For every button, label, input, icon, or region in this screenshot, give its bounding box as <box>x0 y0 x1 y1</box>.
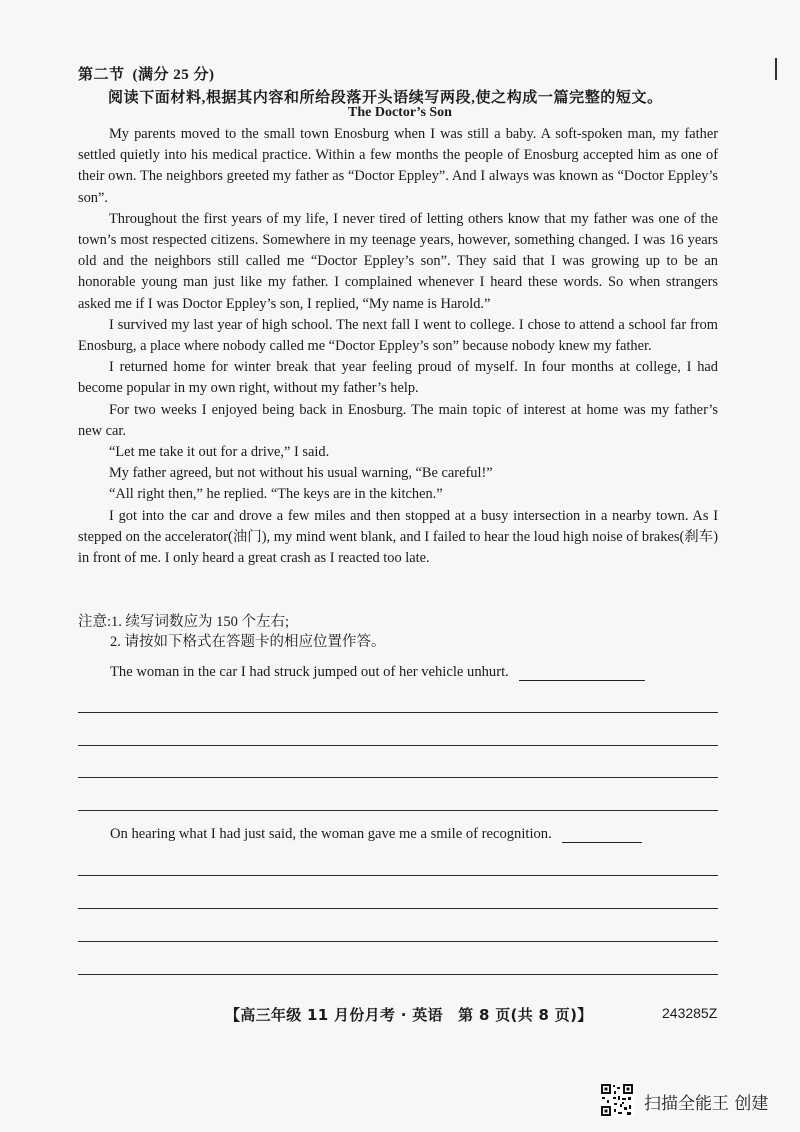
note-word-count: 注意:1. 续写词数应为 150 个左右; <box>78 614 290 630</box>
starter-text: The woman in the car I had struck jumped out of her vehicle unhurt. <box>110 664 509 680</box>
passage-paragraph: Throughout the first years of my life, I never tired of letting others know that my father was one of the town’s most respected citizens. Somewhere in my teenage years, however, something changed. I was 16 years old and the neighbors still called me “Doctor Eppley’s son”. They said that I was growing up to be an honorable young man just like my father. I complained whenever I heard these words. So when strangers asked me if I was Doctor Eppley’s son, I replied, “My name is Harold.” <box>78 210 718 312</box>
margin-mark <box>775 58 777 80</box>
section-heading <box>78 63 215 84</box>
passage-paragraph: I survived my last year of high school. The next fall I went to college. I chose to attend a school far from Enosburg, a place where nobody called me “Doctor Eppley’s son” because nobody knew my father. <box>78 316 718 355</box>
passage-title: The Doctor’s Son <box>348 105 452 120</box>
answer-line <box>78 974 718 975</box>
page-footer: 【高三年级 11 月份月考 · 英语 第 8 页(共 8 页)】 <box>225 1006 593 1024</box>
passage-paragraph: I got into the car and drove a few miles and then stopped at a busy intersection in a nearby town. As I stepped on the accelerator(油门), my mind went blank, and I failed to hear the loud high noise of brakes(刹车) in front of me. I only heard a great crash as I reacted too late. <box>78 507 718 567</box>
starter-blank <box>562 828 642 843</box>
answer-line <box>78 810 718 811</box>
passage-body <box>78 124 718 569</box>
answer-line <box>78 777 718 778</box>
exam-code: 243285Z <box>662 1005 718 1021</box>
section-label: 第二节 <box>78 67 125 83</box>
answer-line <box>78 875 718 876</box>
passage-paragraph: “Let me take it out for a drive,” I said. <box>109 444 330 461</box>
section-score: (满分 25 分) <box>132 67 215 83</box>
passage-paragraph: My parents moved to the small town Enosburg when I was still a baby. A soft-spoken man, my father settled quietly into his medical practice. Within a few months the people of Enosburg accepted him as one of their own. The neighbors greeted my father as “Doctor Eppley”. And I always was known as “Doctor Eppley’s son”. <box>78 126 718 206</box>
passage-paragraph: For two weeks I enjoyed being back in Enosburg. The main topic of interest at home was my father’s new car. <box>78 401 718 439</box>
passage-paragraph: I returned home for winter break that year feeling proud of myself. In four months at college, I had become popular in my own right, without my father’s help. <box>78 359 718 397</box>
starter-text: On hearing what I had just said, the woman gave me a smile of recognition. <box>110 826 552 842</box>
paragraph-starter-2 <box>110 826 642 843</box>
answer-line <box>78 908 718 909</box>
answer-line <box>78 745 718 746</box>
paragraph-starter-1 <box>110 664 645 681</box>
scanner-watermark: 扫描全能王 创建 <box>644 1094 769 1114</box>
starter-blank <box>519 666 645 681</box>
passage-paragraph: My father agreed, but not without his usual warning, “Be careful!” <box>109 465 493 482</box>
answer-line <box>78 941 718 942</box>
note-format: 2. 请按如下格式在答题卡的相应位置作答。 <box>110 634 386 650</box>
writing-notes <box>78 612 386 652</box>
qr-code-icon <box>600 1083 634 1117</box>
task-instruction: 阅读下面材料,根据其内容和所给段落开头语续写两段,使之构成一篇完整的短文。 <box>108 90 663 106</box>
answer-line <box>78 712 718 713</box>
passage-paragraph: “All right then,” he replied. “The keys are in the kitchen.” <box>109 486 443 503</box>
